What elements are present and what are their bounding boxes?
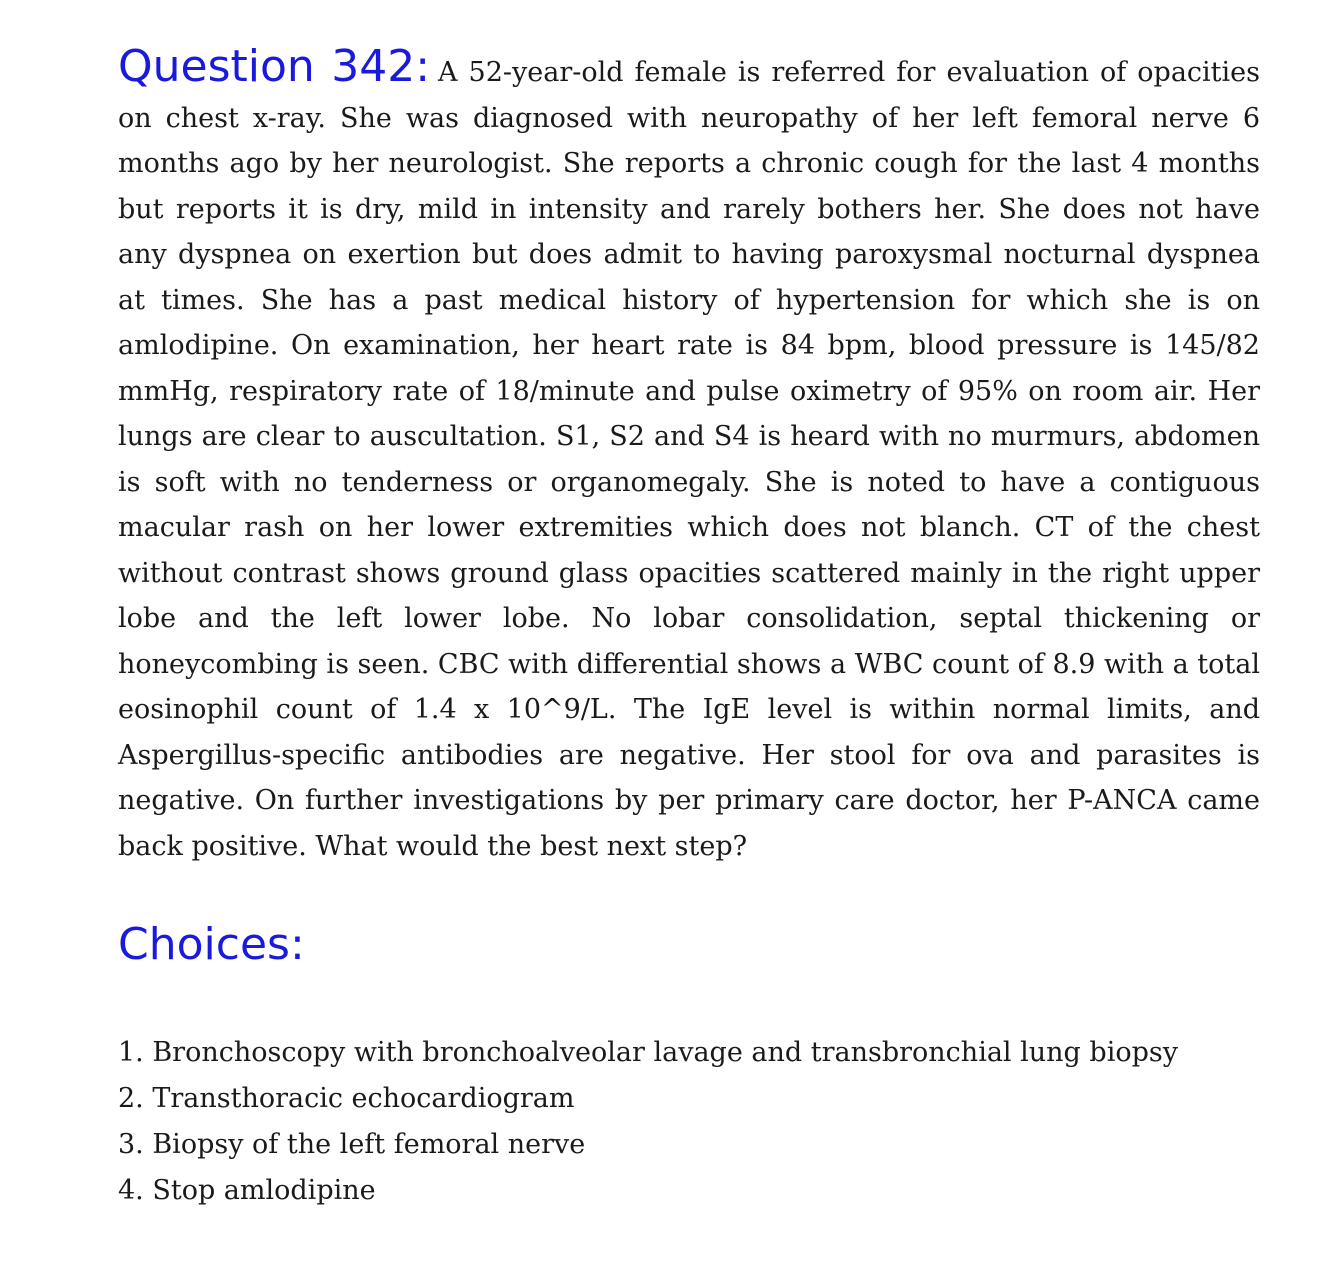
choice-3: 3. Biopsy of the left femoral nerve <box>118 1129 586 1160</box>
document-page <box>118 41 1260 1214</box>
choices-list <box>118 1030 1260 1214</box>
choice-2: 2. Transthoracic echocardiogram <box>118 1083 575 1114</box>
choices-heading: Choices: <box>118 919 305 970</box>
question-paragraph <box>118 41 1260 869</box>
question-label: Question 342: <box>118 41 431 92</box>
choice-1: 1. Bronchoscopy with bronchoalveolar lavage and transbronchial lung biopsy <box>118 1037 1178 1068</box>
question-text: A 52-year-old female is referred for evaluation of opacities on chest x-ray. She was diagnosed with neuropathy of her left femoral nerve 6 months ago by her neurologist. She reports a chronic cough for the last 4 months but reports it is dry, mild in intensity and rarely bothers her. She does not have any dyspnea on exertion but does admit to having paroxysmal nocturnal dyspnea at times. She has a past medical history of hypertension for which she is on amlodipine. On examination, her heart rate is 84 bpm, blood pressure is 145/82 mmHg, respiratory rate of 18/minute and pulse oximetry of 95% on room air. Her lungs are clear to auscultation. S1, S2 and S4 is heard with no murmurs, abdomen is soft with no tenderness or organomegaly. She is noted to have a contiguous macular rash on her lower extremities which does not blanch. CT of the chest without contrast shows ground glass opacities scattered mainly in the right upper lobe and the left lower lobe. No lobar consolidation, septal thickening or honeycombing is seen. CBC with differential shows a WBC count of 8.9 with a total eosinophil count of 1.4 x 10^9/L. The IgE level is within normal limits, and Aspergillus-specific antibodies are negative. Her stool for ova and parasites is negative. On further investigations by per primary care doctor, her P-ANCA came back positive. What would the best next step? <box>118 57 1260 862</box>
choice-4: 4. Stop amlodipine <box>118 1175 376 1206</box>
